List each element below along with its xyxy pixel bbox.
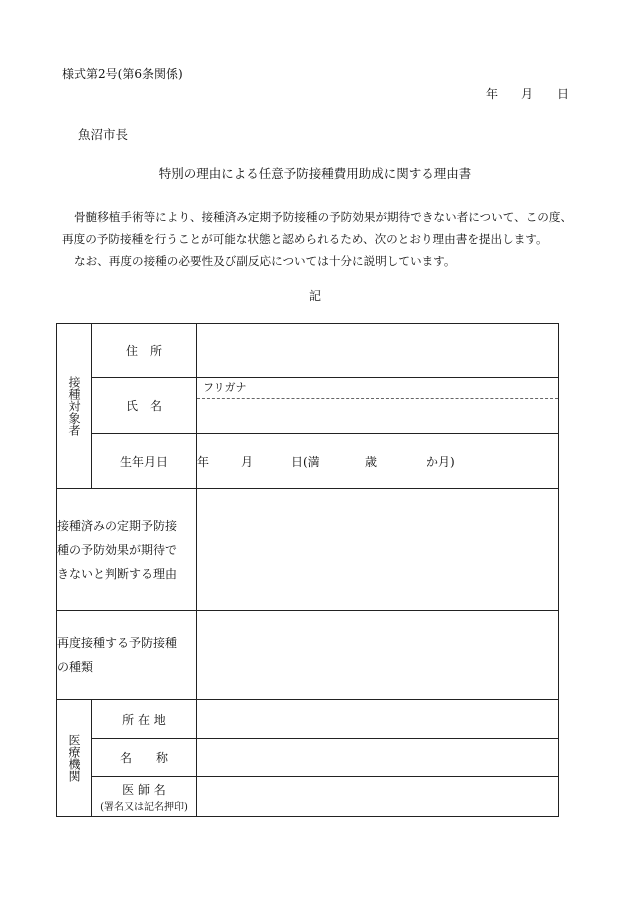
body-text <box>62 206 582 272</box>
vaccine-type-label <box>57 611 197 700</box>
name-label: 氏 名 <box>92 378 197 434</box>
medical-group-label <box>57 700 92 817</box>
reason-line-3: きないと判断する理由 <box>57 566 178 581</box>
form-number-label: 様式第2号(第6条関係) <box>62 67 183 81</box>
address-field[interactable] <box>197 324 559 378</box>
date-day: 日 <box>557 87 570 101</box>
doctor-name-label: 医 師 名 <box>122 782 166 797</box>
doctor-label <box>92 777 197 817</box>
birthdate-label: 生年月日 <box>92 434 197 489</box>
reason-label <box>57 489 197 611</box>
vaccine-type-field[interactable] <box>197 611 559 700</box>
subject-group-text: 接種対象者 <box>67 376 81 436</box>
birth-month: 月 <box>241 454 254 469</box>
application-table <box>56 323 559 817</box>
birth-year: 年 <box>197 454 210 469</box>
institution-name-label: 名 称 <box>92 739 197 777</box>
reason-line-1: 接種済みの定期予防接 <box>57 518 178 533</box>
name-field[interactable] <box>197 378 559 434</box>
subject-group-label <box>57 324 92 489</box>
vaccine-line-1: 再度接種する予防接種 <box>57 636 178 650</box>
date-year: 年 <box>486 87 499 101</box>
reason-field[interactable] <box>197 489 559 611</box>
addressee: 魚沼市長 <box>78 127 129 142</box>
location-label: 所 在 地 <box>92 700 197 739</box>
birth-age: 歳 <box>365 454 378 469</box>
location-field[interactable] <box>197 700 559 739</box>
medical-group-text: 医療機関 <box>67 734 81 782</box>
birthdate-field[interactable] <box>197 434 559 489</box>
furigana-label: フリガナ <box>197 378 558 399</box>
body-line-1: 骨髄移植手術等により、接種済み定期予防接種の予防効果が期待できない者について、この度、 <box>74 210 573 224</box>
institution-name-field[interactable] <box>197 739 559 777</box>
doctor-sign-note: (署名又は記名押印) <box>100 801 188 813</box>
body-line-2: 再度の予防接種を行うことが可能な状態と認められるため、次のとおり理由書を提出します。 <box>62 232 548 246</box>
reason-line-2: 種の予防効果が期待で <box>57 542 178 557</box>
ki-heading: 記 <box>308 289 321 303</box>
submission-date <box>486 85 569 102</box>
body-line-3: なお、再度の接種の必要性及び副反応については十分に説明しています。 <box>74 254 456 268</box>
document-title: 特別の理由による任意予防接種費用助成に関する理由書 <box>158 166 472 181</box>
address-label: 住 所 <box>92 324 197 378</box>
birth-months: か月) <box>426 454 455 469</box>
date-month: 月 <box>521 87 534 101</box>
doctor-field[interactable] <box>197 777 559 817</box>
birth-day: 日(満 <box>291 454 320 469</box>
vaccine-line-2: の種類 <box>57 660 94 674</box>
